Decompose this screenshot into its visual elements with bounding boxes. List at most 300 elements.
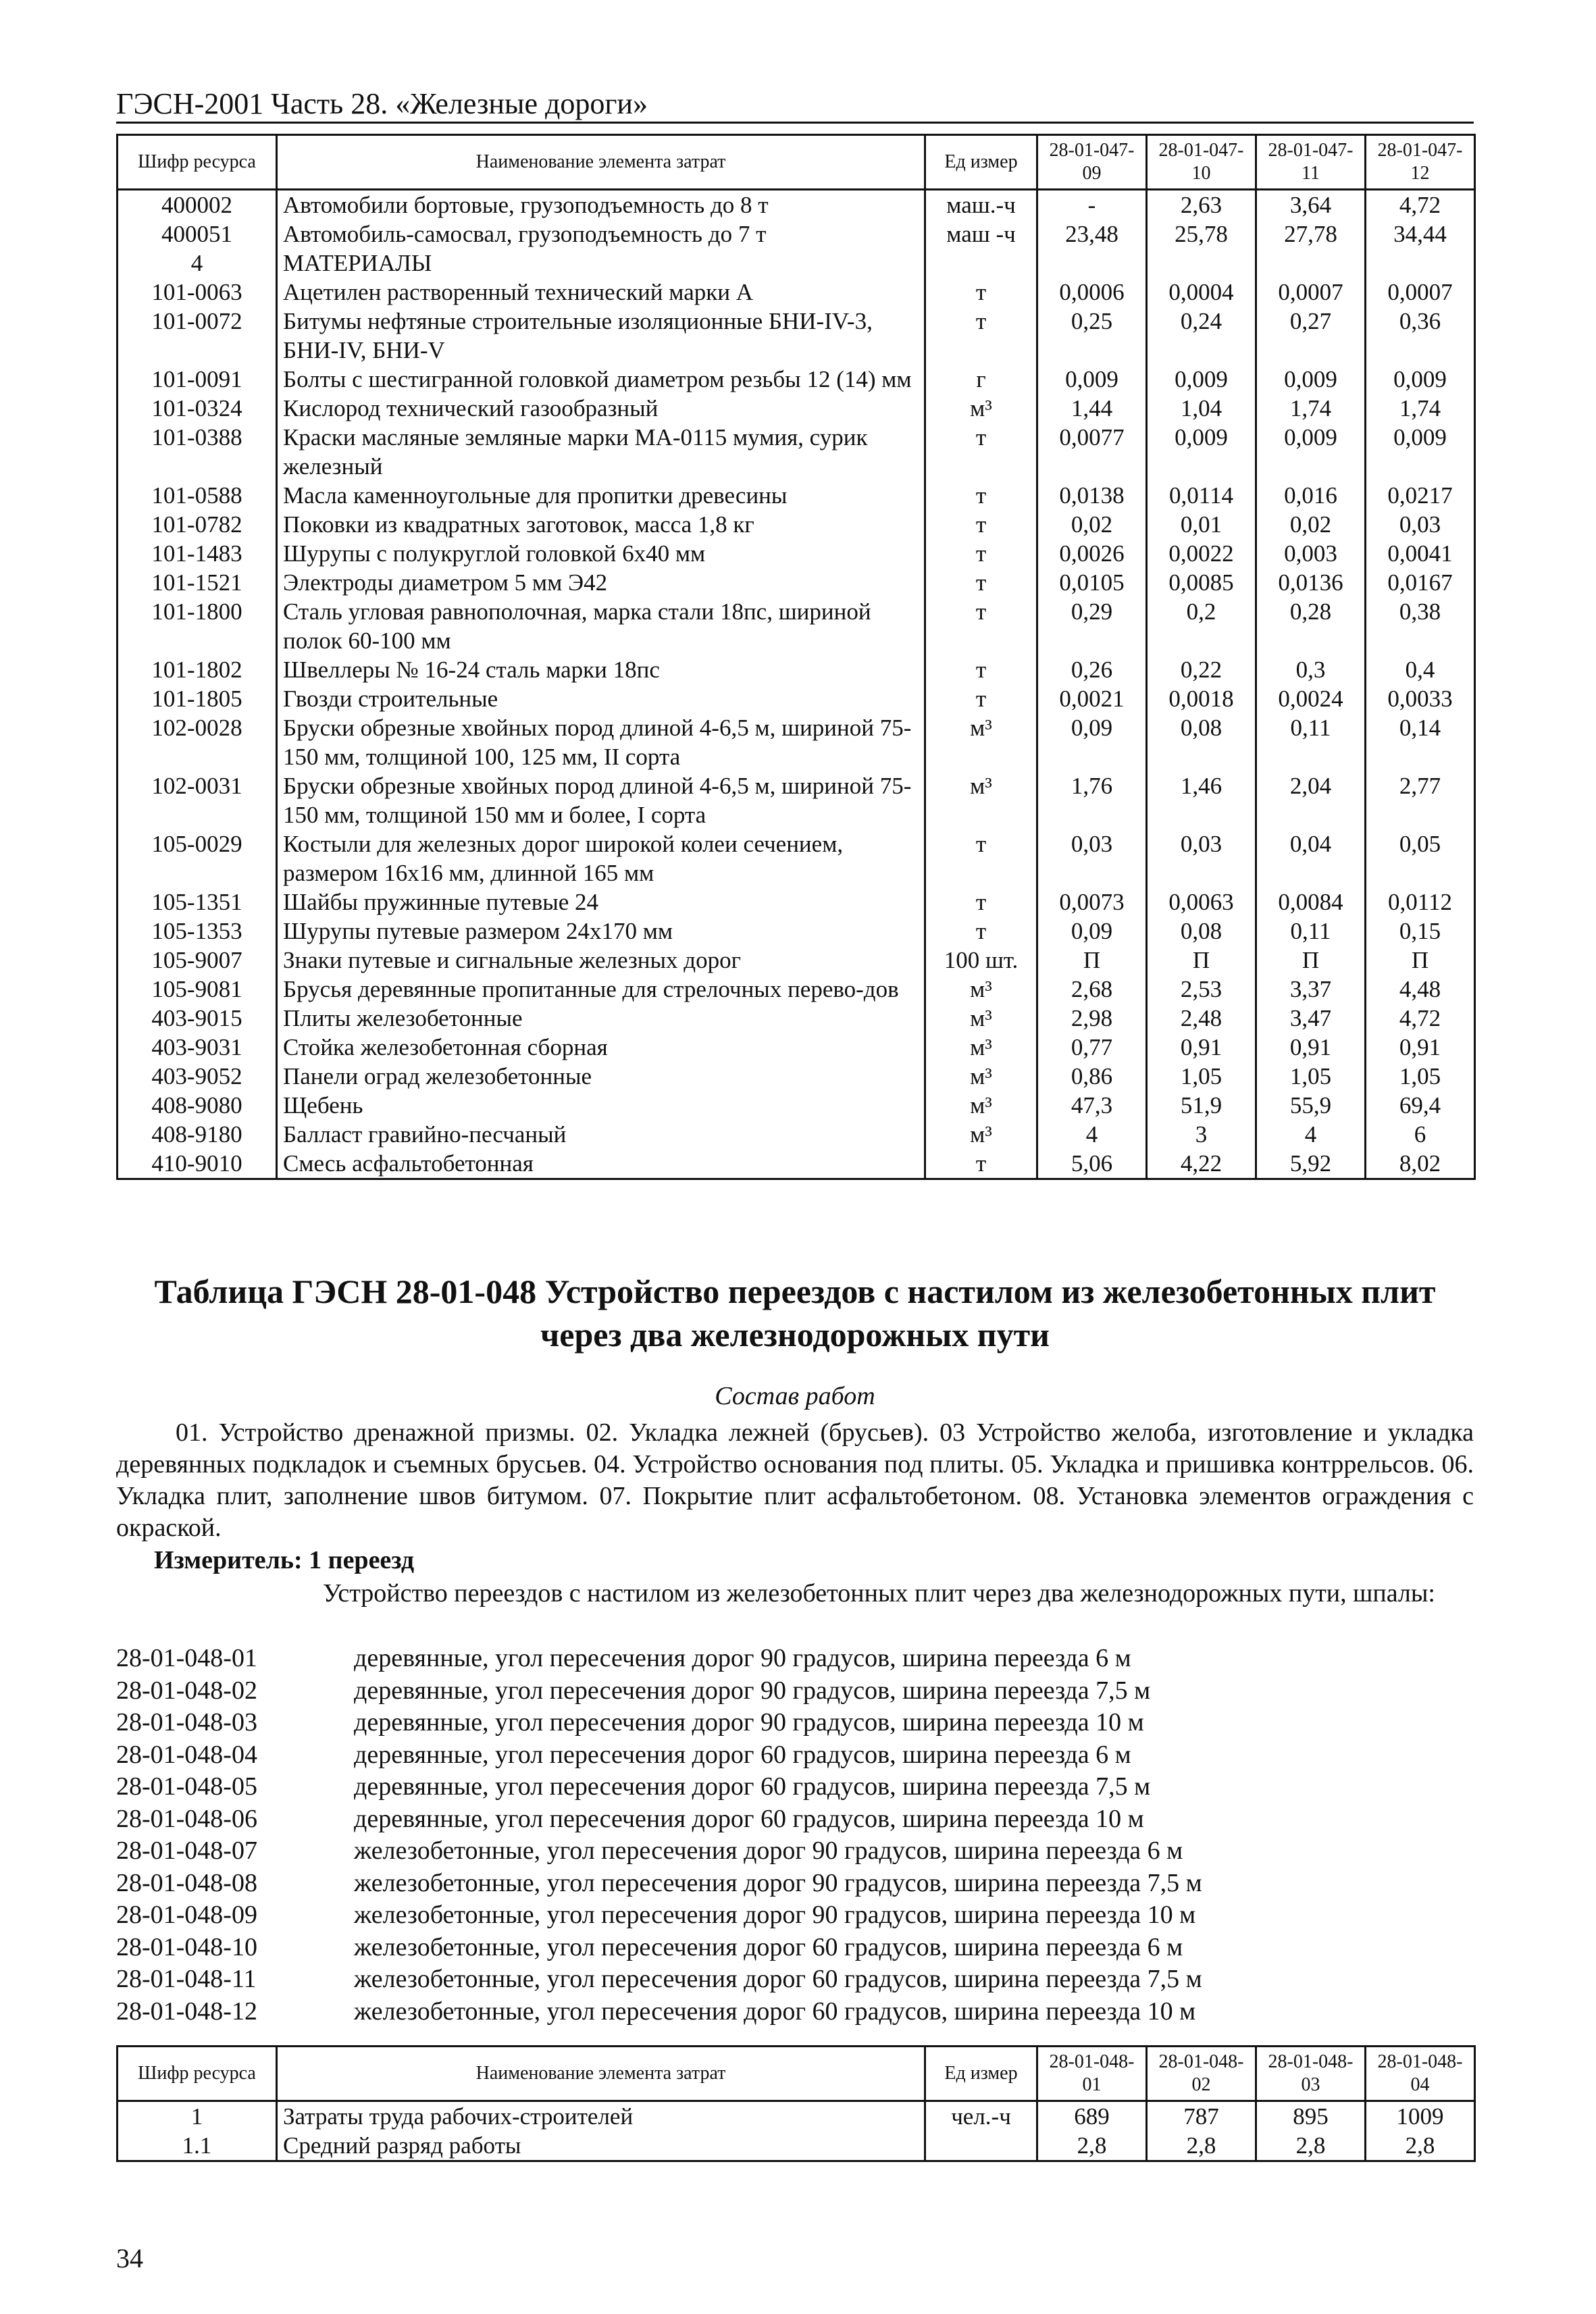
value-cell: 0,009 [1366,423,1475,481]
value-cell: П [1147,946,1256,975]
unit: м³ [925,1091,1037,1120]
value-cell [1366,249,1475,278]
value-cell: 0,04 [1256,829,1366,888]
work-composition-label: Состав работ [715,1382,875,1410]
resource-name: Швеллеры № 16-24 сталь марки 18пс [277,655,925,684]
resource-name: Средний разряд работы [277,2131,925,2161]
column-header: Шифр ресурса [118,2047,277,2101]
table-row [118,190,1475,220]
unit: 100 шт. [925,946,1037,975]
resource-name: Бруски обрезные хвойных пород длиной 4-6,5 м, шириной 75-150 мм, толщиной 100, 125 мм, II сорта [277,713,925,771]
value-cell: 3 [1147,1120,1256,1149]
list-item [116,1675,1202,1707]
table-row [118,1120,1475,1149]
table-row [118,1004,1475,1033]
column-header: Наименование элемента затрат [277,2047,925,2101]
unit: т [925,655,1037,684]
value-cell: 4,22 [1147,1149,1256,1179]
table-row [118,365,1475,394]
value-cell: 8,02 [1366,1149,1475,1179]
table-row [118,278,1475,307]
value-cell: 0,009 [1366,365,1475,394]
value-cell: 1,74 [1256,394,1366,423]
item-text: железобетонные, угол пересечения дорог 90 градусов, ширина переезда 6 м [354,1836,1183,1865]
work-composition-text: 01. Устройство дренажной призмы. 02. Укладка лежней (брусьев). 03 Устройство желоба, изготовление и укладка деревянных подкладок и съемных брусьев. 04. Устройство основания под плиты. 05. Укладка и пришивка контррельсов. 06. Укладка плит, заполнение швов битумом. 07. Покрытие плит асфальтобетоном. 08. Установка элементов ограждения с окраской. [116,1418,1474,1542]
item-text: деревянные, угол пересечения дорог 90 градусов, ширина переезда 7,5 м [354,1676,1151,1705]
resources-table-048 [116,2045,1476,2162]
unit: м³ [925,975,1037,1004]
table-row [118,481,1475,510]
unit: м³ [925,1004,1037,1033]
resource-code: 105-9007 [118,946,277,975]
list-item [116,1707,1202,1739]
value-cell: 2,04 [1256,771,1366,829]
table-row [118,684,1475,713]
value-cell: 1,05 [1147,1062,1256,1091]
value-cell: 4,48 [1366,975,1475,1004]
item-text: деревянные, угол пересечения дорог 60 градусов, ширина переезда 7,5 м [354,1772,1151,1801]
column-header: 28-01-047-09 [1037,135,1147,190]
resource-code: 101-0388 [118,423,277,481]
resource-name: Гвозди строительные [277,684,925,713]
list-item [116,1643,1202,1675]
value-cell: 0,11 [1256,917,1366,946]
resource-code: 101-0072 [118,307,277,365]
value-cell: 3,64 [1256,190,1366,220]
value-cell: 2,63 [1147,190,1256,220]
value-cell: 0,0018 [1147,684,1256,713]
unit [925,249,1037,278]
item-text: железобетонные, угол пересечения дорог 60 градусов, ширина переезда 10 м [354,1997,1196,2026]
value-cell: 69,4 [1366,1091,1475,1120]
resource-name: Щебень [277,1091,925,1120]
table-row [118,510,1475,539]
value-cell: 0,03 [1147,829,1256,888]
value-cell: 0,0007 [1366,278,1475,307]
resource-code: 101-1483 [118,539,277,568]
value-cell: 0,009 [1147,423,1256,481]
value-cell: 2,98 [1037,1004,1147,1033]
unit: т [925,829,1037,888]
value-cell: 0,77 [1037,1033,1147,1062]
table-header-row [118,2047,1475,2101]
value-cell: 0,38 [1366,597,1475,655]
item-code: 28-01-048-05 [116,1772,257,1801]
value-cell: 2,53 [1147,975,1256,1004]
table-row [118,1033,1475,1062]
item-code: 28-01-048-01 [116,1644,257,1672]
measure-unit: Измеритель: 1 переезд [154,1546,415,1574]
table-row [118,975,1475,1004]
value-cell: 23,48 [1037,220,1147,249]
unit: м³ [925,394,1037,423]
resource-code: 408-9180 [118,1120,277,1149]
unit: чел.-ч [925,2101,1037,2132]
value-cell: 3,37 [1256,975,1366,1004]
value-cell: 895 [1256,2101,1366,2132]
value-cell: 0,016 [1256,481,1366,510]
table-row [118,713,1475,771]
value-cell: 0,25 [1037,307,1147,365]
table-row [118,249,1475,278]
unit: м³ [925,713,1037,771]
value-cell: 34,44 [1366,220,1475,249]
value-cell: 0,24 [1147,307,1256,365]
value-cell: П [1366,946,1475,975]
table-row [118,1091,1475,1120]
resource-code: 101-1800 [118,597,277,655]
items-list [116,1643,1202,2028]
item-code: 28-01-048-10 [116,1932,257,1961]
column-header: 28-01-048-02 [1147,2047,1256,2101]
value-cell: 5,92 [1256,1149,1366,1179]
value-cell: 0,0136 [1256,568,1366,597]
resource-code: 400002 [118,190,277,220]
resource-name: Поковки из квадратных заготовок, масса 1,8 кг [277,510,925,539]
items-intro: Устройство переездов с настилом из железобетонных плит через два железнодорожных пути, шпалы: [323,1579,1435,1608]
unit: т [925,423,1037,481]
value-cell: 0,29 [1037,597,1147,655]
resource-code: 1.1 [118,2131,277,2161]
value-cell: 0,009 [1147,365,1256,394]
value-cell: 0,0041 [1366,539,1475,568]
value-cell: 0,22 [1147,655,1256,684]
value-cell: 0,15 [1366,917,1475,946]
resource-code: 101-0324 [118,394,277,423]
value-cell: 2,8 [1366,2131,1475,2161]
resource-code: 102-0028 [118,713,277,771]
table-row [118,888,1475,917]
resource-name: Плиты железобетонные [277,1004,925,1033]
value-cell: 0,0007 [1256,278,1366,307]
item-code: 28-01-048-09 [116,1901,257,1929]
item-text: железобетонные, угол пересечения дорог 60 градусов, ширина переезда 6 м [354,1932,1183,1961]
table-row [118,220,1475,249]
list-item [116,1739,1202,1772]
value-cell: 0,0114 [1147,481,1256,510]
resource-name: Бруски обрезные хвойных пород длиной 4-6,5 м, шириной 75-150 мм, толщиной 150 мм и более, I сорта [277,771,925,829]
value-cell: 2,77 [1366,771,1475,829]
item-code: 28-01-048-12 [116,1997,257,2026]
resource-name: Масла каменноугольные для пропитки древесины [277,481,925,510]
value-cell: 1,05 [1256,1062,1366,1091]
resource-code: 403-9052 [118,1062,277,1091]
table-row [118,1149,1475,1179]
value-cell: 1009 [1366,2101,1475,2132]
value-cell: 0,0217 [1366,481,1475,510]
value-cell: 0,14 [1366,713,1475,771]
unit: т [925,917,1037,946]
unit: т [925,568,1037,597]
value-cell: 0,28 [1256,597,1366,655]
list-item [116,1868,1202,1900]
table-row [118,946,1475,975]
value-cell: 2,8 [1256,2131,1366,2161]
table-row [118,771,1475,829]
item-text: железобетонные, угол пересечения дорог 90 градусов, ширина переезда 7,5 м [354,1868,1202,1897]
unit: т [925,539,1037,568]
value-cell: 0,0006 [1037,278,1147,307]
value-cell: 0,09 [1037,713,1147,771]
unit: г [925,365,1037,394]
value-cell: 1,76 [1037,771,1147,829]
item-code: 28-01-048-06 [116,1804,257,1833]
resource-name: Смесь асфальтобетонная [277,1149,925,1179]
value-cell: 0,91 [1366,1033,1475,1062]
list-item [116,1803,1202,1836]
value-cell: 0,009 [1256,365,1366,394]
value-cell: 0,0138 [1037,481,1147,510]
resource-name: Панели оград железобетонные [277,1062,925,1091]
value-cell: 0,03 [1366,510,1475,539]
value-cell: 2,48 [1147,1004,1256,1033]
value-cell: 1,44 [1037,394,1147,423]
unit: м³ [925,1120,1037,1149]
value-cell: 2,8 [1147,2131,1256,2161]
list-item [116,1932,1202,1964]
value-cell: 0,009 [1037,365,1147,394]
value-cell: 0,27 [1256,307,1366,365]
running-header: ГЭСН-2001 Часть 28. «Железные дороги» [116,87,648,120]
resource-code: 101-1805 [118,684,277,713]
value-cell: 0,01 [1147,510,1256,539]
resource-code: 102-0031 [118,771,277,829]
unit: м³ [925,771,1037,829]
value-cell: 0,03 [1037,829,1147,888]
value-cell: 51,9 [1147,1091,1256,1120]
value-cell: П [1037,946,1147,975]
value-cell: 47,3 [1037,1091,1147,1120]
item-text: железобетонные, угол пересечения дорог 90 градусов, ширина переезда 10 м [354,1901,1196,1929]
resource-code: 1 [118,2101,277,2132]
value-cell: 3,47 [1256,1004,1366,1033]
value-cell: 0,003 [1256,539,1366,568]
resources-table-047 [116,134,1476,1180]
column-header: 28-01-048-01 [1037,2047,1147,2101]
resource-code: 105-0029 [118,829,277,888]
table-row [118,1062,1475,1091]
list-item [116,1835,1202,1868]
column-header: 28-01-047-10 [1147,135,1256,190]
column-header: 28-01-048-04 [1366,2047,1475,2101]
column-header: 28-01-047-12 [1366,135,1475,190]
resource-code: 403-9031 [118,1033,277,1062]
resource-name: Знаки путевые и сигнальные железных дорог [277,946,925,975]
resource-code: 101-0063 [118,278,277,307]
value-cell: 0,0063 [1147,888,1256,917]
item-code: 28-01-048-03 [116,1708,257,1737]
value-cell: 0,0026 [1037,539,1147,568]
resource-name: Болты с шестигранной головкой диаметром резьбы 12 (14) мм [277,365,925,394]
resource-name: Битумы нефтяные строительные изоляционные БНИ-IV-3, БНИ-IV, БНИ-V [277,307,925,365]
table-row [118,568,1475,597]
column-header: 28-01-048-03 [1256,2047,1366,2101]
value-cell: 0,0021 [1037,684,1147,713]
resource-code: 403-9015 [118,1004,277,1033]
resource-name: Балласт гравийно-песчаный [277,1120,925,1149]
value-cell: 25,78 [1147,220,1256,249]
list-item [116,1899,1202,1932]
value-cell: П [1256,946,1366,975]
resource-code: 101-1521 [118,568,277,597]
resource-name: Шайбы пружинные путевые 24 [277,888,925,917]
table-row [118,597,1475,655]
resource-code: 400051 [118,220,277,249]
value-cell: 4,72 [1366,1004,1475,1033]
value-cell: 1,05 [1366,1062,1475,1091]
item-text: железобетонные, угол пересечения дорог 60 градусов, ширина переезда 7,5 м [354,1965,1202,1993]
item-code: 28-01-048-11 [116,1965,257,1993]
value-cell: 0,0073 [1037,888,1147,917]
value-cell [1256,249,1366,278]
resource-name: Затраты труда рабочих-строителей [277,2101,925,2132]
value-cell: 0,0022 [1147,539,1256,568]
unit [925,2131,1037,2161]
item-code: 28-01-048-02 [116,1676,257,1705]
item-code: 28-01-048-07 [116,1836,257,1865]
value-cell: 0,91 [1147,1033,1256,1062]
unit: маш -ч [925,220,1037,249]
resource-name: Ацетилен растворенный технический марки А [277,278,925,307]
resource-code: 4 [118,249,277,278]
item-code: 28-01-048-08 [116,1868,257,1897]
value-cell: 1,04 [1147,394,1256,423]
section-title: Таблица ГЭСН 28-01-048 Устройство переездов с настилом из железобетонных плит через два железнодорожных пути [154,1272,1436,1354]
value-cell: 1,46 [1147,771,1256,829]
resource-name: Краски масляные земляные марки МА-0115 мумия, сурик железный [277,423,925,481]
resource-code: 101-0588 [118,481,277,510]
column-header: Шифр ресурса [118,135,277,190]
resource-name: Стойка железобетонная сборная [277,1033,925,1062]
value-cell: 0,0085 [1147,568,1256,597]
unit: т [925,278,1037,307]
value-cell: 0,3 [1256,655,1366,684]
value-cell: 0,0112 [1366,888,1475,917]
resource-code: 105-1351 [118,888,277,917]
table-header-row [118,135,1475,190]
column-header: Ед измер [925,2047,1037,2101]
table-row [118,423,1475,481]
unit: т [925,307,1037,365]
table-row [118,917,1475,946]
resource-code: 105-1353 [118,917,277,946]
item-text: деревянные, угол пересечения дорог 90 градусов, ширина переезда 6 м [354,1644,1131,1672]
resource-name: Кислород технический газообразный [277,394,925,423]
table-row [118,307,1475,365]
resource-name: Электроды диаметром 5 мм Э42 [277,568,925,597]
resource-name: Сталь угловая равнополочная, марка стали 18пс, шириной полок 60-100 мм [277,597,925,655]
value-cell: 0,2 [1147,597,1256,655]
unit: т [925,597,1037,655]
unit: т [925,481,1037,510]
resource-name: Шурупы путевые размером 24х170 мм [277,917,925,946]
list-item [116,1963,1202,1996]
table-row [118,539,1475,568]
value-cell: 4 [1037,1120,1147,1149]
value-cell: 0,009 [1256,423,1366,481]
unit: маш.-ч [925,190,1037,220]
resource-code: 101-0091 [118,365,277,394]
value-cell: 787 [1147,2101,1256,2132]
value-cell: 5,06 [1037,1149,1147,1179]
value-cell [1147,249,1256,278]
resource-name: Брусья деревянные пропитанные для стрелочных перево-дов [277,975,925,1004]
value-cell: 689 [1037,2101,1147,2132]
list-item [116,1996,1202,2028]
value-cell: 4,72 [1366,190,1475,220]
value-cell: 0,05 [1366,829,1475,888]
unit: м³ [925,1033,1037,1062]
value-cell: 0,0105 [1037,568,1147,597]
table-row [118,2101,1475,2132]
column-header: Ед измер [925,135,1037,190]
item-text: деревянные, угол пересечения дорог 60 градусов, ширина переезда 10 м [354,1804,1144,1833]
value-cell: 0,86 [1037,1062,1147,1091]
unit: т [925,510,1037,539]
resource-name: Шурупы с полукруглой головкой 6х40 мм [277,539,925,568]
value-cell: 2,68 [1037,975,1147,1004]
value-cell: 0,08 [1147,917,1256,946]
table-row [118,394,1475,423]
value-cell: 0,09 [1037,917,1147,946]
value-cell [1037,249,1147,278]
value-cell: 0,4 [1366,655,1475,684]
resource-name: МАТЕРИАЛЫ [277,249,925,278]
value-cell: 0,0084 [1256,888,1366,917]
value-cell: 4 [1256,1120,1366,1149]
unit: т [925,1149,1037,1179]
value-cell: 6 [1366,1120,1475,1149]
value-cell: 27,78 [1256,220,1366,249]
resource-code: 410-9010 [118,1149,277,1179]
list-item [116,1771,1202,1803]
unit: т [925,888,1037,917]
item-text: деревянные, угол пересечения дорог 90 градусов, ширина переезда 10 м [354,1708,1144,1737]
table-row [118,655,1475,684]
column-header: Наименование элемента затрат [277,135,925,190]
resource-name: Автомобили бортовые, грузоподъемность до 8 т [277,190,925,220]
value-cell: 55,9 [1256,1091,1366,1120]
value-cell: 2,8 [1037,2131,1147,2161]
resource-code: 105-9081 [118,975,277,1004]
value-cell: - [1037,190,1147,220]
resource-name: Автомобиль-самосвал, грузоподъемность до 7 т [277,220,925,249]
value-cell: 0,91 [1256,1033,1366,1062]
value-cell: 0,0167 [1366,568,1475,597]
table-row [118,2131,1475,2161]
value-cell: 0,02 [1256,510,1366,539]
value-cell: 0,36 [1366,307,1475,365]
value-cell: 0,0033 [1366,684,1475,713]
resource-code: 101-0782 [118,510,277,539]
page-number: 34 [116,2243,143,2273]
value-cell: 1,74 [1366,394,1475,423]
item-text: деревянные, угол пересечения дорог 60 градусов, ширина переезда 6 м [354,1740,1131,1769]
column-header: 28-01-047-11 [1256,135,1366,190]
resource-name: Костыли для железных дорог широкой колеи сечением, размером 16х16 мм, длинной 165 мм [277,829,925,888]
item-code: 28-01-048-04 [116,1740,257,1769]
value-cell: 0,0077 [1037,423,1147,481]
unit: т [925,684,1037,713]
value-cell: 0,0024 [1256,684,1366,713]
value-cell: 0,0004 [1147,278,1256,307]
resource-code: 408-9080 [118,1091,277,1120]
resource-code: 101-1802 [118,655,277,684]
table-row [118,829,1475,888]
value-cell: 0,26 [1037,655,1147,684]
unit: м³ [925,1062,1037,1091]
value-cell: 0,11 [1256,713,1366,771]
